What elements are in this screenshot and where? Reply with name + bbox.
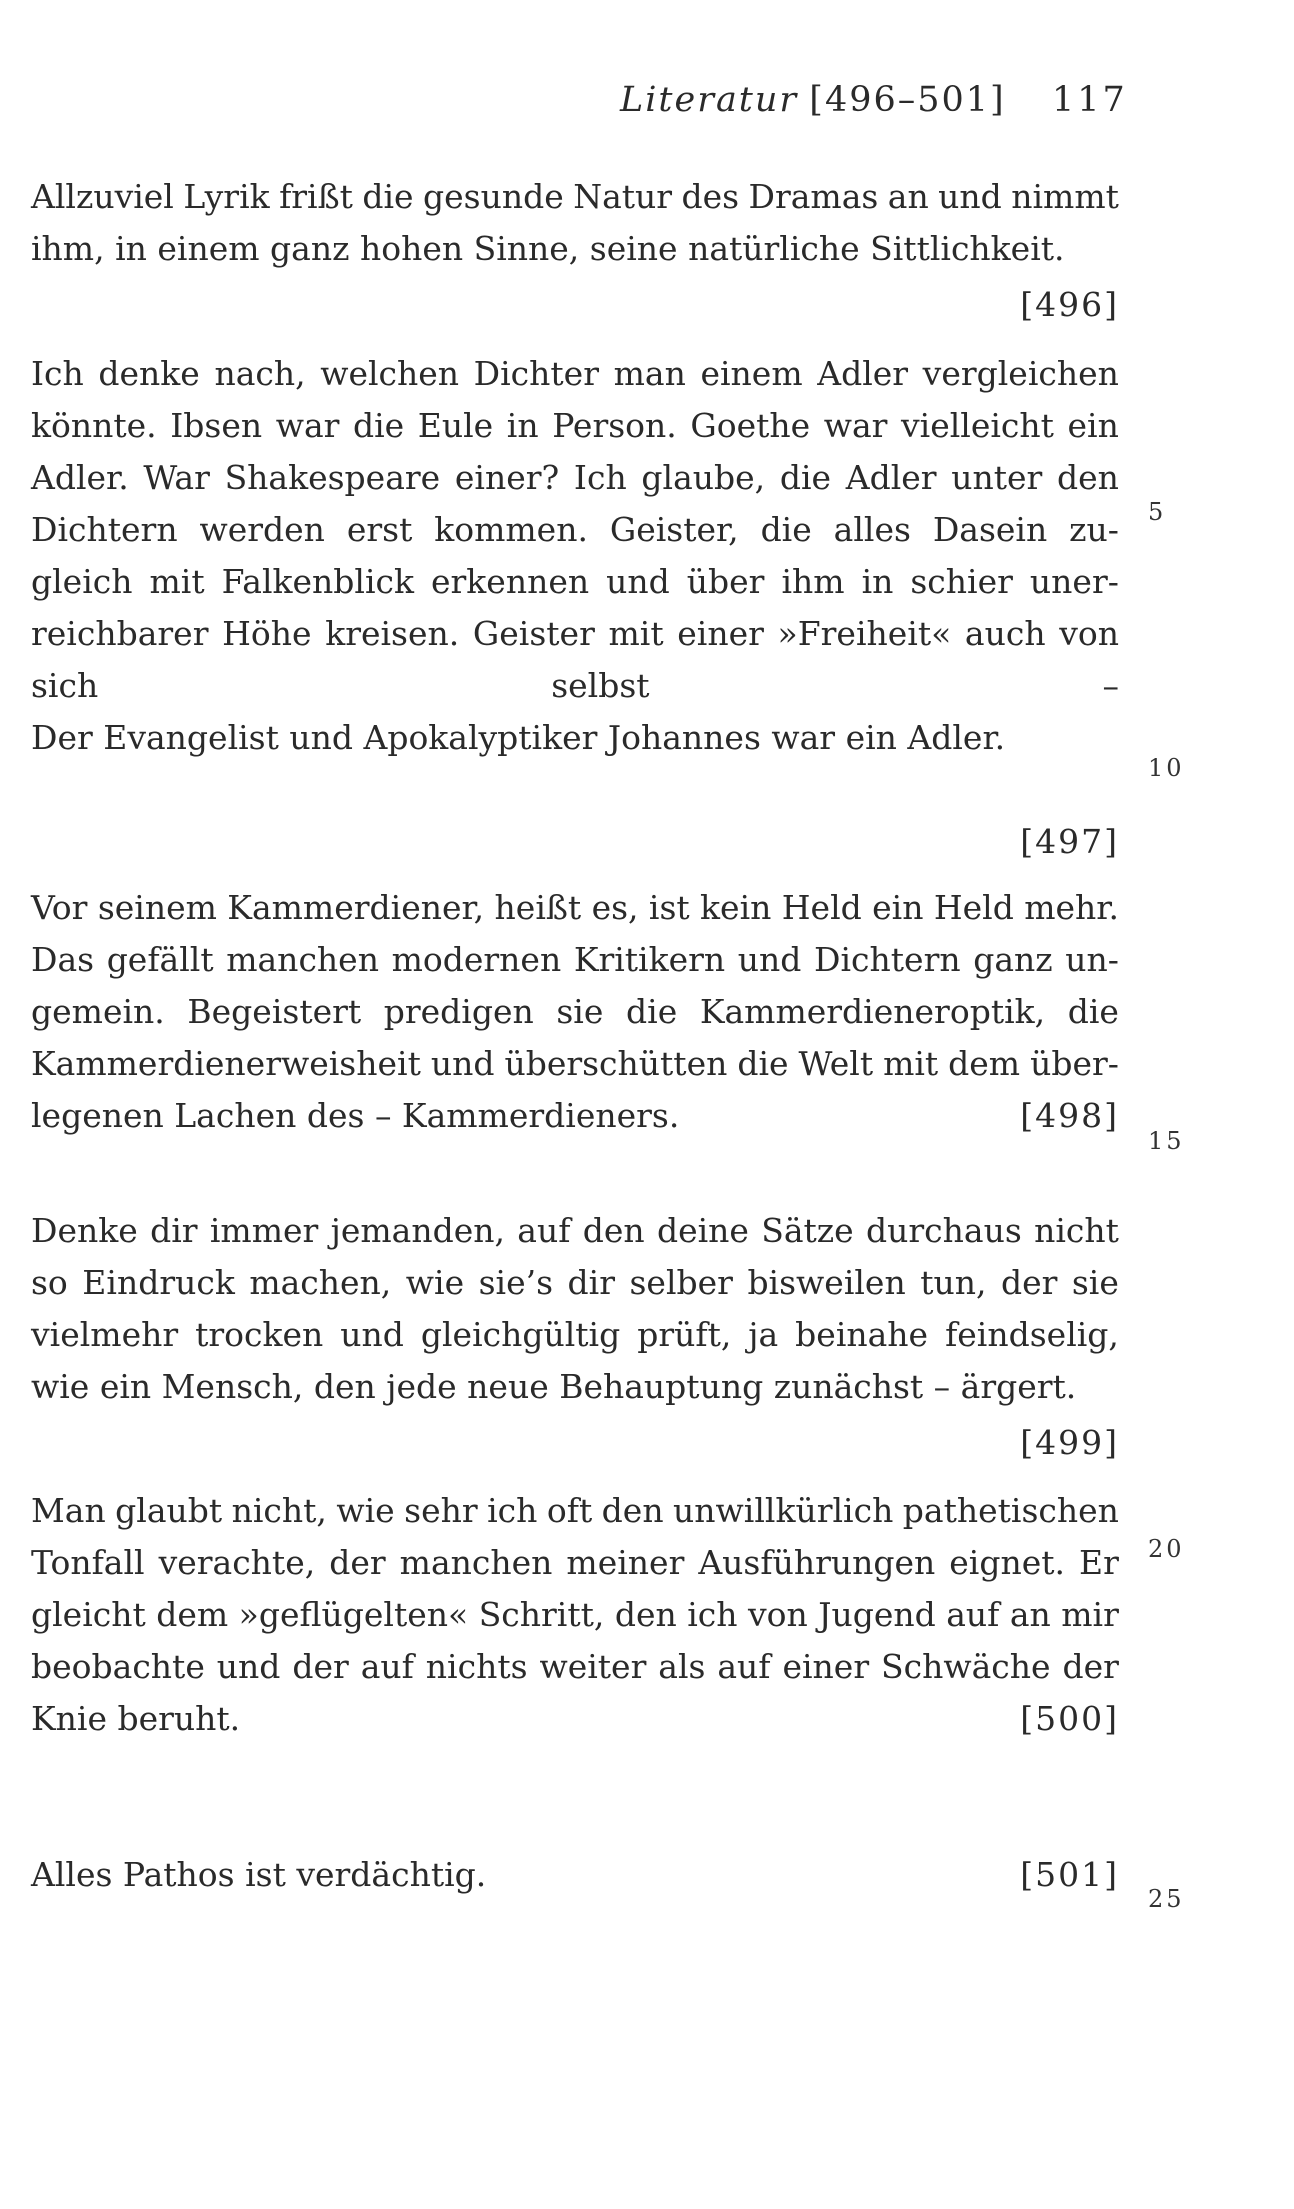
text-line: Allzuviel Lyrik frißt die gesunde Natur des Dramas an und nimmt [31, 177, 1119, 216]
running-header [620, 78, 1128, 122]
text-line: Ich denke nach, welchen Dichter man einem Adler vergleichen [31, 354, 1119, 393]
aphorism-number: [501] [1020, 1855, 1119, 1894]
text-line: gleich mit Falkenblick erkennen und über ihm in schier uner- [31, 562, 1119, 601]
aphorism-number: [496] [1020, 285, 1119, 324]
text-line: Tonfall verachte, der manchen meiner Ausführungen eignet. Er [31, 1543, 1119, 1582]
text-line: Der Evangelist und Apokalyptiker Johannes war ein Adler. [31, 718, 1006, 757]
text-line: Kammerdienerweisheit und überschütten die Welt mit dem über- [31, 1044, 1119, 1083]
text-line: Das gefällt manchen modernen Kritikern und Dichtern ganz un- [31, 940, 1119, 979]
text-line: so Eindruck machen, wie sie’s dir selber bisweilen tun, der sie [31, 1263, 1119, 1302]
text-line [31, 1693, 1119, 1745]
text-line: Denke dir immer jemanden, auf den deine Sätze durchaus nicht [31, 1211, 1119, 1250]
page-number: 117 [1052, 80, 1128, 120]
line-text: legenen Lachen des – Kammerdieners. [31, 1096, 680, 1135]
header-range: [496–501] [809, 80, 1006, 120]
aphorism-number: [499] [1020, 1423, 1119, 1462]
aphorism-number: [497] [1020, 822, 1119, 861]
line-text: Knie beruht. [31, 1699, 241, 1738]
margin-line-number: 25 [1148, 1885, 1185, 1913]
text-line: ihm, in einem ganz hohen Sinne, seine natürliche Sittlichkeit. [31, 229, 1065, 268]
margin-line-number: 10 [1148, 754, 1185, 782]
text-line: Man glaubt nicht, wie sehr ich oft den unwillkürlich pathetischen [31, 1491, 1119, 1530]
text-line: reichbarer Höhe kreisen. Geister mit einer »Freiheit« auch von [31, 614, 1119, 653]
text-line: Vor seinem Kammerdiener, heißt es, ist kein Held ein Held mehr. [31, 888, 1119, 927]
margin-line-number: 20 [1148, 1535, 1185, 1563]
text-line: gemein. Begeistert predigen sie die Kammerdieneroptik, die [31, 992, 1119, 1031]
text-line [31, 1090, 1119, 1142]
text-line: sich selbst – [31, 666, 1119, 705]
text-line: vielmehr trocken und gleichgültig prüft, ja beinahe feindselig, [31, 1315, 1119, 1354]
header-title: Literatur [620, 80, 799, 120]
text-line: wie ein Mensch, den jede neue Behauptung zunächst – ärgert. [31, 1367, 1077, 1406]
aphorism-number: [500] [1020, 1699, 1119, 1738]
text-line [31, 1849, 1119, 1901]
line-text: Alles Pathos ist verdächtig. [31, 1855, 487, 1894]
margin-line-number: 15 [1148, 1127, 1185, 1155]
text-line: Adler. War Shakespeare einer? Ich glaube, die Adler unter den [31, 458, 1119, 497]
text-line: beobachte und der auf nichts weiter als auf einer Schwäche der [31, 1647, 1119, 1686]
text-line: Dichtern werden erst kommen. Geister, die alles Dasein zu- [31, 510, 1119, 549]
aphorism-number: [498] [1020, 1096, 1119, 1135]
text-line: gleicht dem »geflügelten« Schritt, den ich von Jugend auf an mir [31, 1595, 1119, 1634]
margin-line-number: 5 [1148, 498, 1167, 526]
text-line: könnte. Ibsen war die Eule in Person. Goethe war vielleicht ein [31, 406, 1119, 445]
